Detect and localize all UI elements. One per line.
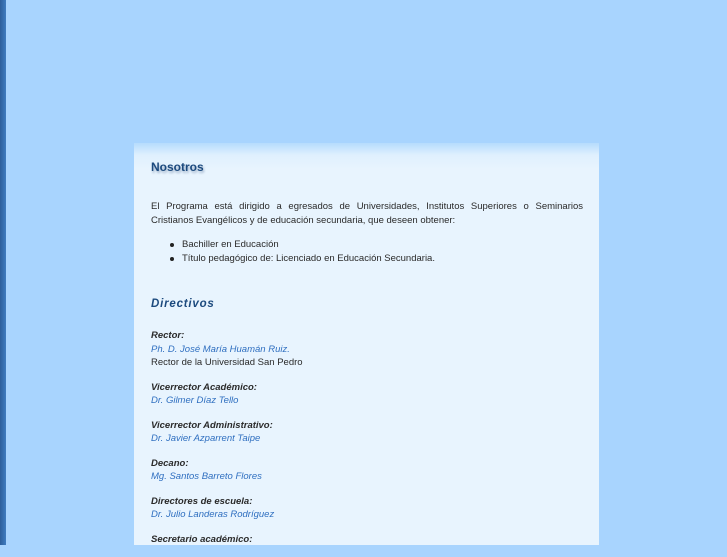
- person-link[interactable]: Mg. Santos Barreto Flores: [151, 471, 262, 482]
- role-label: Vicerrector Académico:: [151, 381, 257, 393]
- intro-paragraph: El Programa está dirigido a egresados de Universidades, Institutos Superiores o Seminarios Cristianos Evangélicos y de educación secundaria, que deseen obtener:: [151, 201, 583, 226]
- list-item: Bachiller en Educación: [182, 238, 614, 252]
- section-title-directivos: Directivos: [151, 298, 215, 310]
- directivo-entry-rector: [151, 329, 583, 370]
- directivo-entry-directores-escuela: [151, 495, 583, 522]
- directivo-entry-vicerrector-academico: [151, 381, 583, 408]
- person-link[interactable]: Dr. Julio Landeras Rodríguez: [151, 509, 275, 520]
- content-panel: [134, 143, 599, 545]
- person-link[interactable]: Dr. Gilmer Díaz Tello: [151, 395, 239, 406]
- role-label: Secretario académico:: [151, 533, 253, 545]
- role-label: Rector:: [151, 330, 185, 341]
- section-title-nosotros: Nosotros: [151, 160, 204, 174]
- list-item: Título pedagógico de: Licenciado en Educación Secundaria.: [182, 252, 614, 266]
- directivo-entry-decano: [151, 457, 583, 484]
- role-label: Decano:: [151, 457, 189, 469]
- role-label: Vicerrector Administrativo:: [151, 419, 273, 431]
- person-link[interactable]: Dr. Javier Azparrent Taipe: [151, 433, 261, 444]
- person-link[interactable]: Ph. D. José María Huamán Ruiz.: [151, 343, 290, 355]
- directivo-entry-secretario-academico: [151, 533, 583, 547]
- offer-list: [151, 238, 614, 266]
- role-label: Directores de escuela:: [151, 495, 253, 507]
- role-detail: Rector de la Universidad San Pedro: [151, 357, 303, 368]
- directivos-list: [151, 329, 583, 557]
- left-border-bar: [0, 0, 6, 545]
- directivo-entry-vicerrector-administrativo: [151, 419, 583, 446]
